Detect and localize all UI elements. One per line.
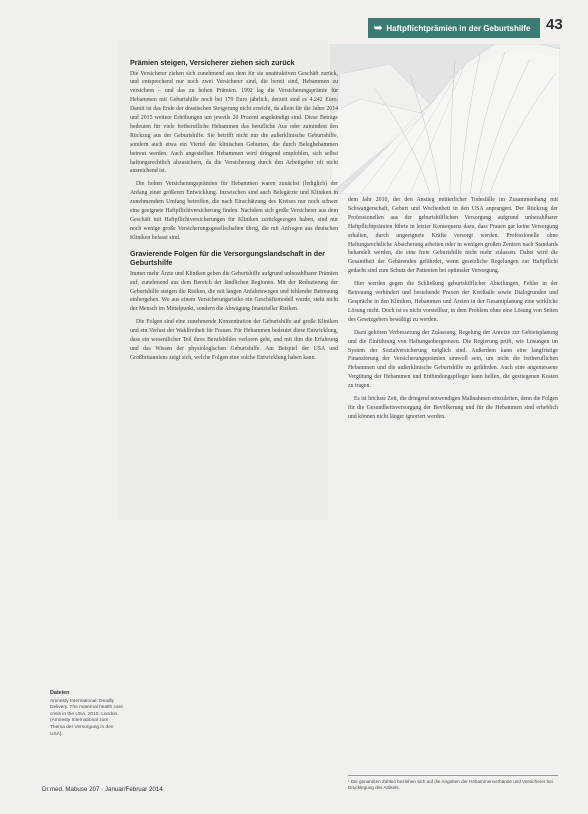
paragraph: Dazu gehören Verbesserung der Zulassung, Regelung der Anreize zur Gebietsplanung und die Einführung von Haftungsobergrenzen. Die Regierung prüft, wie Lösungen im System der Sozialversicherung möglich sind. Außerdem kann eine langfristige Finanzierung der Versicherungsprämien sinnvoll sein, um nicht die freiberuflichen Hebammen und die außerklinische Geburtshilfe zu gefährden. Auch eine angemessene Vergütung der Hebammen und Entbindungspfleger kann helfen, die gestiegenen Kosten zu tragen. (348, 329, 558, 390)
footnote: ¹ Die genannten Zahlen beziehen sich auf die Angaben der Hebammenverbände und Versicherer bei Drucklegung des Artikels. (348, 775, 558, 791)
column-left (130, 58, 338, 367)
heading-premiums: Prämien steigen, Versicherer ziehen sich zurück (130, 58, 295, 67)
sidebar-label: Dateien (50, 690, 70, 696)
section-header (368, 18, 540, 38)
arrow-icon: ➥ (374, 22, 383, 34)
sidebar-sources (50, 690, 124, 738)
paragraph: dem Jahr 2010, der den Anstieg mütterlicher Todesfälle im Zusammenhang mit Schwangerschaft, Geburt und Wochenbett in den USA anprangert. Der Rückzug der Professionellen aus der geburtshilflichen Versorgung aufgrund unbezahlbarer Haftpflichtprämien führte in letzter Konsequenz dazu, dass Frauen gar keine Versorgung erhalten, durch ungeeignete Kräfte versorgt werden. Professionelle ohne Haftungsrechtliche Absicherung arbeiten oder in wenigen großen Zentren nach Standards behandelt werden, die eine freie Geburtshilfe nicht mehr zulassen. Dabei wird die Gesamtheit der Gebärenden gefährdet, wenn gesetzliche Regelungen zur Haftpflicht gedacht sind zum Schutz der Patienten bei optimaler Versorgung. (348, 197, 558, 275)
paragraph: Die Versicherer ziehen sich zunehmend aus dem für sie unattraktiven Geschäft zurück, und entsprechend nur noch zwei Versicherer sind, die bereit sind, Hebammen zu versichern – und das zu hohen Prämien. 1992 lag die Versicherungsprämie für Hebammen mit Geburtshilfe noch bei 179 Euro jährlich, derzeit sind es 4.242 Euro. Damit ist das Ende der drastischen Steigerung nicht erreicht, da allein für die Jahre 2014 und 2015 weitere Erhöhungen um jeweils 20 Prozent angekündigt sind. Diese Beträge bedeuten für viele freiberufliche Hebammen das berufliche Aus oder zumindest den Rückzug aus der Geburtshilfe. Sie betrifft nicht nur die außerklinische Geburtshilfe, sondern auch etwa ein Viertel der klinischen Geburten, die durch Beleghebammen betreut werden. Auch angestellten Hebammen wird dringend empfohlen, sich selbst haftungsrechtlich abzusichern, da die Versicherung durch den Arbeitgeber oft nicht ausreichend ist. (130, 70, 338, 175)
sidebar-text: Amnesty International: Deadly Delivery. The maternal health care crisis in the USA, 2010. London. (Amnesty International zum Thema der Versorgung in den USA). (50, 698, 123, 737)
book-pages-image (330, 44, 560, 194)
paragraph: Hier werden gegen die Schließung geburtshilflicher Abteilungen, Fehler in der Betreuung verhindert und bestehende Praxen der Kreißsäle sowie Dialogrunden und Gespräche in den Kliniken, Hebammen und Ärzten in der Gesamtplanung eine wirkliche Lösung nicht. Doch ist es nicht vorstellbar, in dem Problem ohne eine Lösung von Seiten des Gesetzgebers bewältigt zu werden. (348, 281, 558, 323)
paragraph: Immer mehr Ärzte und Kliniken geben die Geburtshilfe aufgrund unbezahlbarer Prämien auf, zunehmend aus dem Bereich der ländlichen Regionen. Mit der Reduzierung der Geburtshilfe steigen die Risiken, die mit langen Anfahrtswegen und fehlender Betreuung einhergehen. Wo aus einem Versicherungsrisiko ein Geschäftsmodell wurde, steht nicht der Mensch im Mittelpunkt, sondern die Abwägung finanzieller Risiken. (130, 270, 338, 313)
page-number: 43 (546, 16, 563, 33)
paragraph: Die hohen Versicherungsprämien für Hebammen waren zunächst (lediglich) der Anfang einer größeren Entwicklung. Inzwischen sind auch Belegärzte und Kliniken in zunehmendem Umfang betroffen, die nach Einschätzung des Kreises nur noch schwer eine geeignete Haftpflichtversicherung finden. Nachdem sich große Versicherer aus dem Geschäft mit Haftpflichtversicherungen für Kliniken zurückgezogen haben, sind nur noch wenige große Versicherungsgesellschaften übrig, die mit Anfragen aus deutschen Kliniken befasst sind. (130, 181, 338, 241)
heading-consequences: Gravierende Folgen für die Versorgungslandschaft in der Geburtshilfe (130, 248, 325, 268)
paragraph: Es ist höchste Zeit, die dringend notwendigen Maßnahmen einzuleiten, denn die Folgen für die Gesundheitsversorgung der Bevölkerung und für die Hebammen sind erheblich und können nicht länger ignoriert werden. (348, 396, 558, 420)
page-footer: Dr.med. Mabuse 207 · Januar/Februar 2014 (42, 786, 163, 793)
paragraph: Die Folgen sind eine zunehmende Konzentration der Geburtshilfe auf große Kliniken und ein Verlust der Wahlfreiheit für Frauen. Für Hebammen bedeutet diese Entwicklung, dass ein wesentlicher Teil ihres Berufsbildes verloren geht, und mit ihm die Erfahrung und das Wissen der physiologischen Geburtshilfe. Am Beispiel der USA und Großbritanniens zeigt sich, welche Folgen eine solche Entwicklung haben kann. (130, 319, 338, 361)
section-title: Haftpflichtprämien in der Geburtshilfe (386, 23, 531, 33)
column-right (348, 196, 558, 426)
